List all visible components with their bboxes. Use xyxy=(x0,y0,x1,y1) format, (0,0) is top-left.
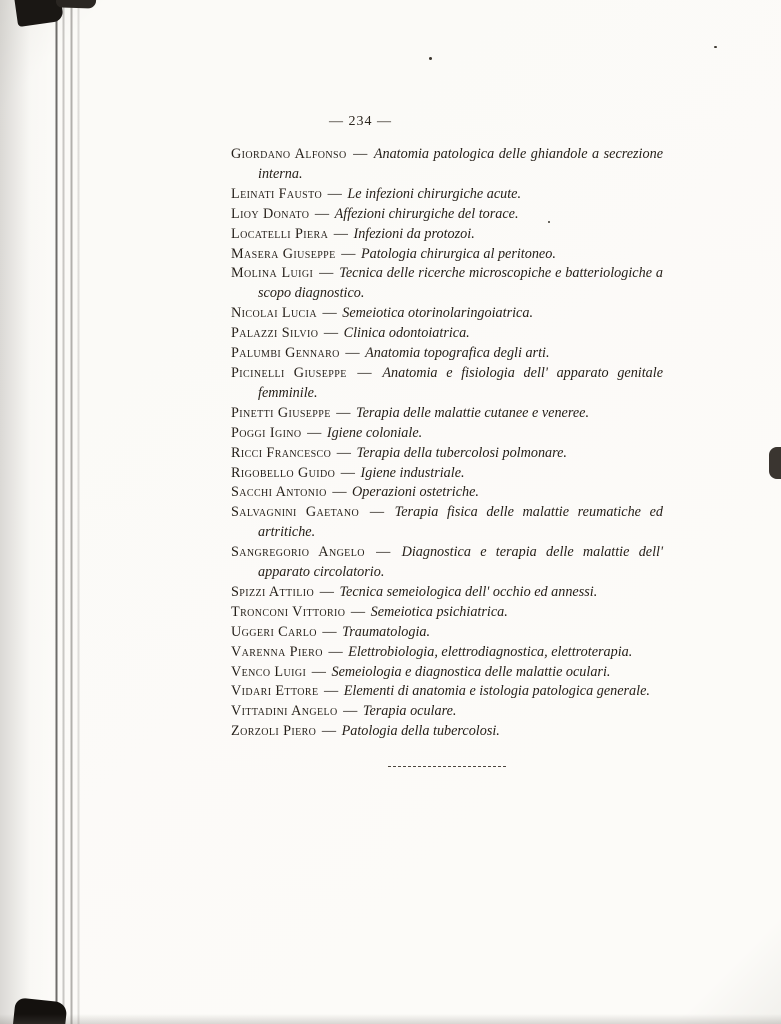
list-item xyxy=(231,543,663,583)
entry-title: Traumatologia. xyxy=(342,623,431,640)
scan-speck xyxy=(714,46,717,48)
entry-separator: — xyxy=(330,225,352,242)
entry-author: Locatelli Piera xyxy=(231,225,329,242)
entry-title: Terapia della tubercolosi polmonare. xyxy=(356,444,567,461)
entry-title: Terapia fisica delle malattie reumatiche ed artritiche. xyxy=(258,504,664,541)
list-item xyxy=(231,424,663,444)
list-item xyxy=(231,145,663,185)
entry-title: Infezioni da protozoi. xyxy=(353,225,475,242)
entry-title: Terapia oculare. xyxy=(362,703,457,720)
page-bottom-shade xyxy=(0,1014,781,1024)
list-item xyxy=(231,503,663,543)
list-item xyxy=(231,483,663,503)
list-item xyxy=(231,344,663,364)
page-number: — 234 — xyxy=(329,114,392,129)
entry-separator: — xyxy=(324,185,346,202)
entry-author: Poggi Igino xyxy=(231,424,302,441)
entry-separator: — xyxy=(328,484,351,501)
entry-author: Giordano Alfonso xyxy=(231,146,347,162)
entry-author: Masera Giuseppe xyxy=(231,245,336,262)
entry-title: Igiene industriale. xyxy=(360,464,465,481)
entry-separator: — xyxy=(337,245,359,262)
entry-author: Molina Luigi xyxy=(231,265,314,282)
entry-separator: — xyxy=(366,544,400,561)
entry-title: Patologia chirurgica al peritoneo. xyxy=(360,245,556,262)
entry-separator: — xyxy=(318,305,341,322)
entry-separator: — xyxy=(348,364,381,381)
entry-title: Anatomia topografica degli arti. xyxy=(365,345,550,362)
entry-title: Tecnica semeiologica dell' occhio ed annessi. xyxy=(339,583,598,600)
list-item xyxy=(231,682,663,702)
scan-artifact-top-edge xyxy=(56,0,96,9)
list-item xyxy=(231,663,663,683)
entry-title: Elettrobiologia, elettrodiagnostica, elettroterapia. xyxy=(348,643,633,660)
entry-title: Semeiologia e diagnostica delle malattie oculari. xyxy=(331,663,611,680)
entry-separator: — xyxy=(308,663,330,680)
entry-author: Pinetti Giuseppe xyxy=(231,404,331,421)
list-item xyxy=(231,225,663,245)
list-item xyxy=(231,444,663,464)
entry-title: Operazioni ostetriche. xyxy=(352,484,479,501)
list-item xyxy=(231,245,663,265)
entry-author: Lioy Donato xyxy=(231,205,310,222)
entry-separator: — xyxy=(332,404,355,421)
entry-title: Semeiotica otorinolaringoiatrica. xyxy=(342,305,533,322)
entry-author: Spizzi Attilio xyxy=(231,583,315,600)
list-item xyxy=(231,623,663,643)
list-item xyxy=(231,464,663,484)
entry-author: Sacchi Antonio xyxy=(231,484,327,501)
entry-title: Le infezioni chirurgiche acute. xyxy=(347,185,521,202)
entry-separator: — xyxy=(337,464,359,481)
list-item xyxy=(231,205,663,225)
entry-author: Leinati Fausto xyxy=(231,185,323,202)
entry-title: Clinica odontoiatrica. xyxy=(343,325,470,342)
entry-title: Igiene coloniale. xyxy=(326,424,423,441)
entry-title: Anatomia e fisiologia dell' apparato genitale femminile. xyxy=(258,364,664,401)
entry-separator: — xyxy=(315,265,338,282)
entry-separator: — xyxy=(316,583,338,600)
entry-author: Tronconi Vittorio xyxy=(231,603,346,620)
entry-separator: — xyxy=(311,205,333,222)
entry-author: Varenna Piero xyxy=(231,643,323,660)
entry-title: Semeiotica psichiatrica. xyxy=(370,603,508,620)
list-item xyxy=(231,364,663,404)
entry-title: Terapia delle malattie cutanee e veneree. xyxy=(356,404,589,421)
list-item xyxy=(231,643,663,663)
book-binding-lines xyxy=(48,0,82,1024)
list-item xyxy=(231,304,663,324)
entry-separator: — xyxy=(303,424,325,441)
entry-separator: — xyxy=(320,683,342,700)
list-item xyxy=(231,603,663,623)
list-item xyxy=(231,324,663,344)
entry-title: Patologia della tubercolosi. xyxy=(341,723,500,740)
entry-author: Ricci Francesco xyxy=(231,444,332,461)
entry-title: Elementi di anatomia e istologia patologica generale. xyxy=(343,683,650,700)
list-item xyxy=(231,264,663,304)
entry-author: Sangregorio Angelo xyxy=(231,544,365,561)
entry-author: Palazzi Silvio xyxy=(231,325,319,342)
entry-title: Anatomia patologica delle ghiandole a secrezione interna. xyxy=(258,146,663,182)
entry-author: Zorzoli Piero xyxy=(231,723,317,740)
entry-author: Palumbi Gennaro xyxy=(231,345,340,362)
entry-separator: — xyxy=(324,643,347,660)
entry-separator: — xyxy=(318,723,340,740)
list-item xyxy=(231,702,663,722)
list-item xyxy=(231,404,663,424)
list-item xyxy=(231,722,663,742)
entry-author: Nicolai Lucia xyxy=(231,305,317,322)
scan-speck xyxy=(429,57,432,60)
entry-separator: — xyxy=(320,325,342,342)
list-item xyxy=(231,583,663,603)
entry-author: Uggeri Carlo xyxy=(231,623,317,640)
list-item xyxy=(231,185,663,205)
page-edge-shadow xyxy=(0,0,50,1024)
entry-title: Affezioni chirurgiche del torace. xyxy=(334,205,519,222)
entry-author: Salvagnini Gaetano xyxy=(231,504,360,521)
entry-author: Picinelli Giuseppe xyxy=(231,364,347,381)
entry-author: Vidari Ettore xyxy=(231,683,319,700)
entry-author: Venco Luigi xyxy=(231,663,307,680)
scan-artifact-right-edge xyxy=(769,447,781,479)
entry-title: Tecnica delle ricerche microscopiche e batteriologiche a scopo diagnostico. xyxy=(258,265,664,302)
entry-separator: — xyxy=(348,146,372,162)
entry-separator: — xyxy=(318,623,341,640)
entry-author: Vittadini Angelo xyxy=(231,703,338,720)
entries-list xyxy=(231,145,663,767)
entry-author: Rigobello Guido xyxy=(231,464,336,481)
entry-separator: — xyxy=(333,444,355,461)
entry-separator: — xyxy=(339,703,361,720)
entry-separator: — xyxy=(341,345,364,362)
entry-title: Diagnostica e terapia delle malattie dell' apparato circolatorio. xyxy=(258,544,663,581)
entry-separator: — xyxy=(347,603,369,620)
section-divider xyxy=(388,766,506,767)
entry-separator: — xyxy=(361,504,393,521)
